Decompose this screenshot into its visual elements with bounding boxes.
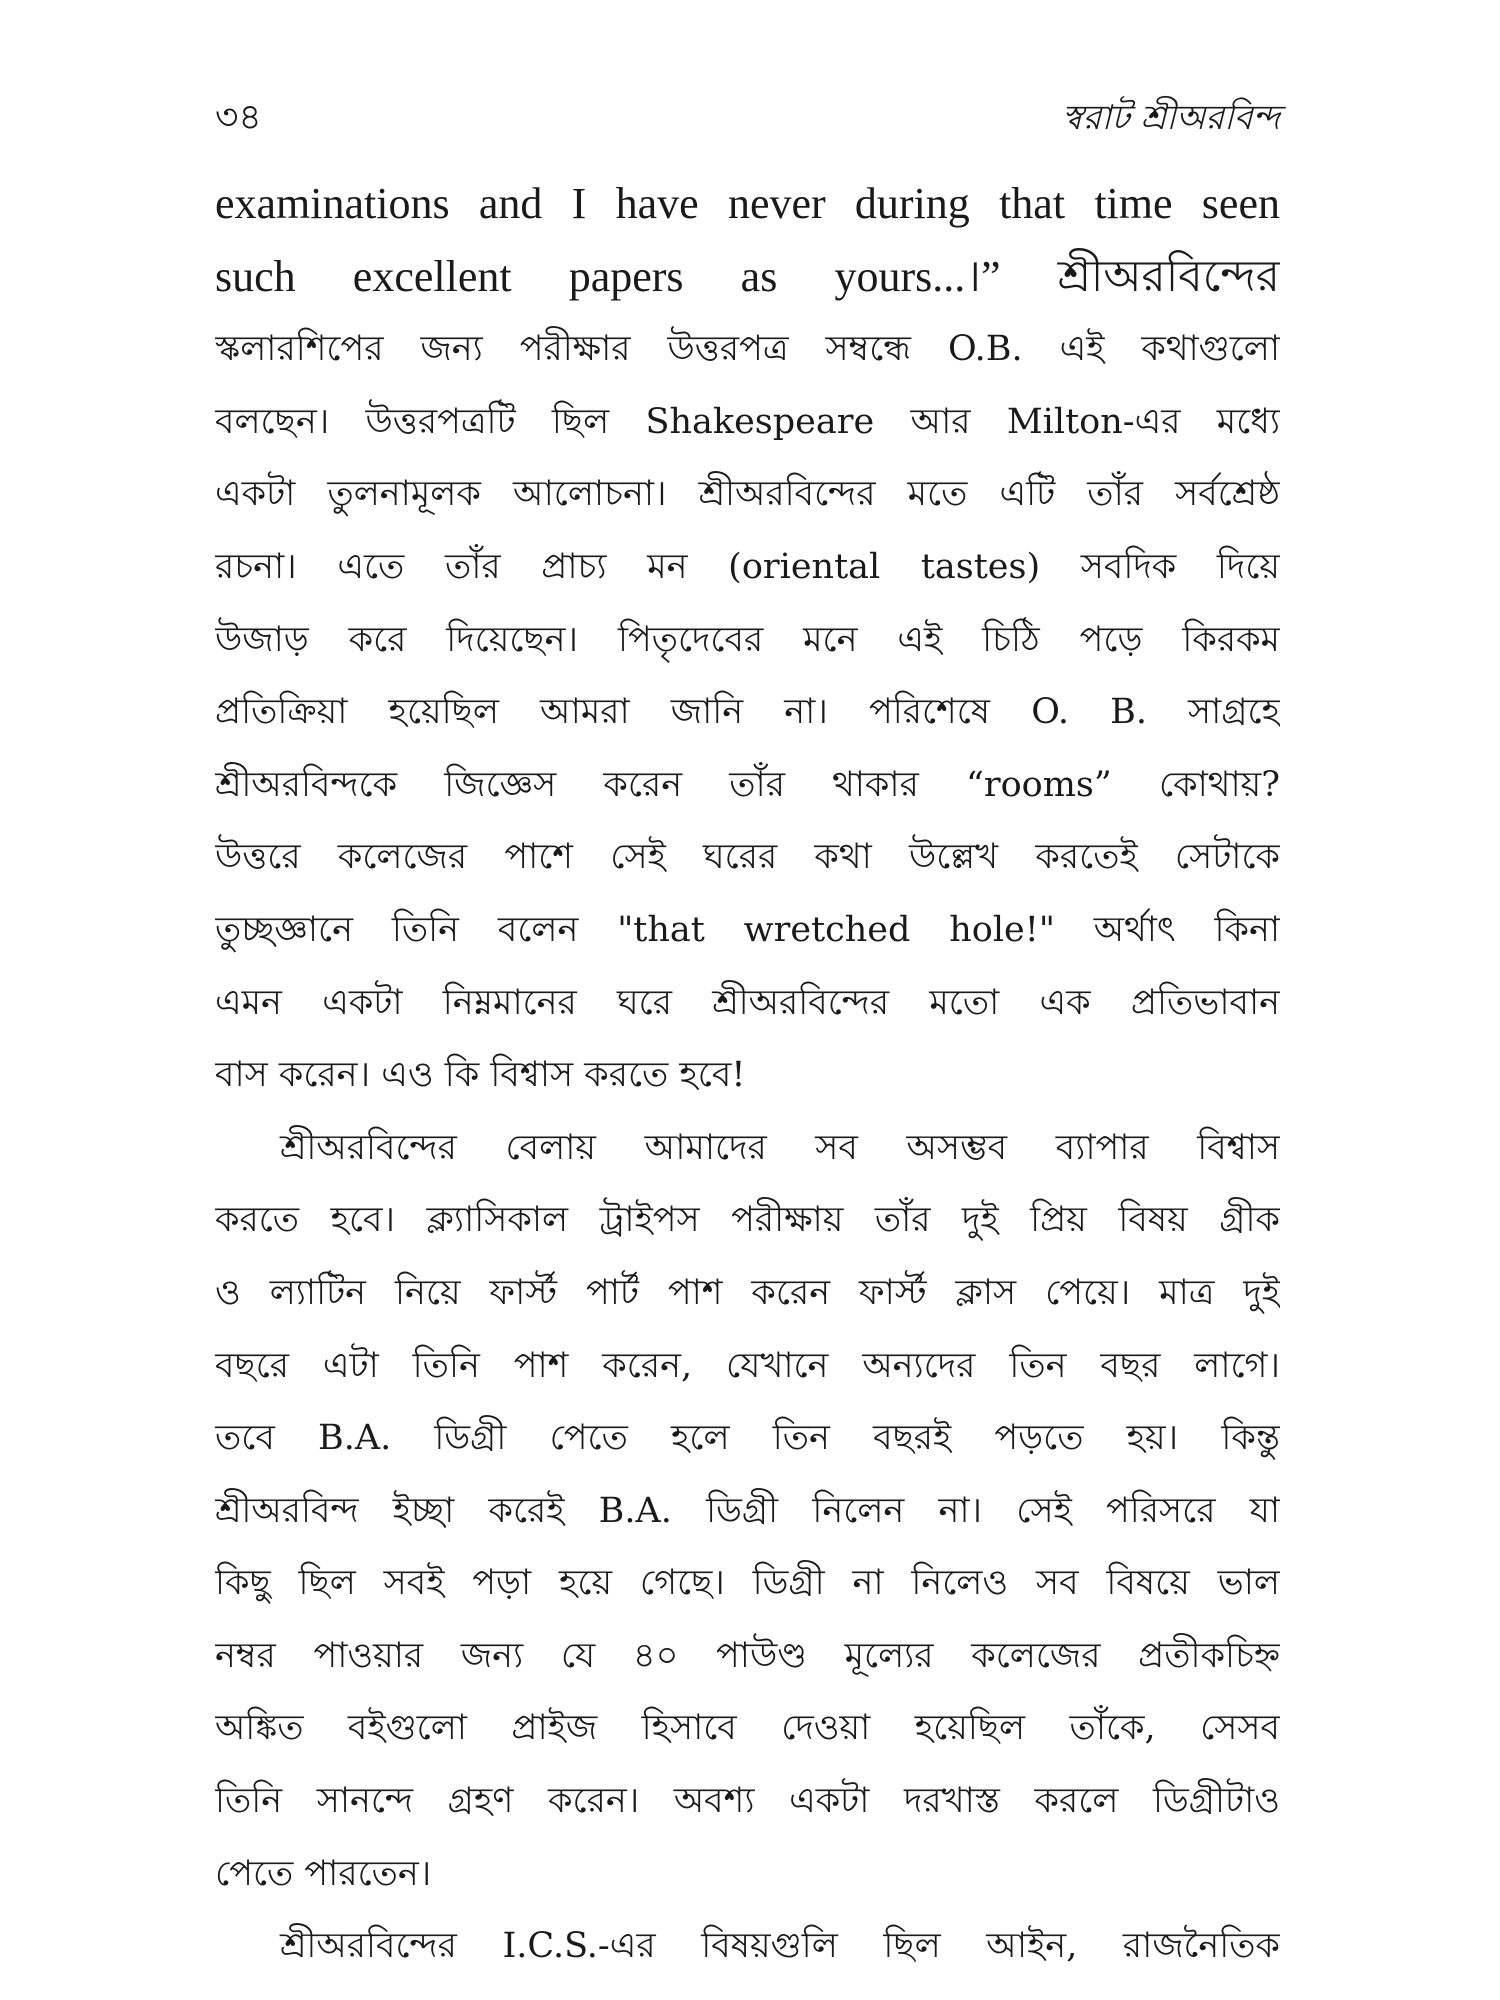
- text-line: শ্রীঅরবিন্দ ইচ্ছা করেই B.A. ডিগ্রী নিলেন না। সেই পরিসরে যা: [215, 1490, 1280, 1531]
- text-line: ও ল্যাটিন নিয়ে ফার্স্ট পার্ট পাশ করেন ফার্স্ট ক্লাস পেয়ে। মাত্র দুই: [215, 1272, 1280, 1313]
- body-text: [215, 168, 1280, 1983]
- text-line: পেতে পারতেন।: [215, 1853, 432, 1894]
- text-line: বলছেন। উত্তরপত্রটি ছিল Shakespeare আর Milton-এর মধ্যে: [215, 401, 1280, 442]
- text-line: examinations and I have never during that time seen: [215, 179, 1280, 228]
- text-line: তুচ্ছজ্ঞানে তিনি বলেন "that wretched hole!" অর্থাৎ কিনা: [215, 909, 1280, 950]
- text-line: অঙ্কিত বইগুলো প্রাইজ হিসাবে দেওয়া হয়েছিল তাঁকে, সেসব: [215, 1708, 1280, 1749]
- text-line: উজাড় করে দিয়েছেন। পিতৃদেবের মনে এই চিঠি পড়ে কিরকম: [215, 619, 1280, 660]
- running-title: স্বরাট শ্রীঅরবিন্দ: [1061, 98, 1280, 138]
- text-line: শ্রীঅরবিন্দের I.C.S.-এর বিষয়গুলি ছিল আইন, রাজনৈতিক: [280, 1926, 1280, 1967]
- text-line: স্কলারশিপের জন্য পরীক্ষার উত্তরপত্র সম্বন্ধে O.B. এই কথাগুলো: [215, 329, 1280, 370]
- text-line: রচনা। এতে তাঁর প্রাচ্য মন (oriental tastes) সবদিক দিয়ে: [215, 546, 1280, 587]
- text-line: করতে হবে। ক্ল্যাসিকাল ট্রাইপস পরীক্ষায় তাঁর দুই প্রিয় বিষয় গ্রীক: [215, 1200, 1280, 1241]
- text-line: তিনি সানন্দে গ্রহণ করেন। অবশ্য একটা দরখাস্ত করলে ডিগ্রীটাও: [215, 1781, 1280, 1822]
- text-line: এমন একটা নিম্নমানের ঘরে শ্রীঅরবিন্দের মতো এক প্রতিভাবান: [215, 982, 1280, 1023]
- text-line: such excellent papers as yours...।” শ্রীঅরবিন্দের: [215, 251, 1280, 301]
- text-line: প্রতিক্রিয়া হয়েছিল আমরা জানি না। পরিশেষে O. B. সাগ্রহে: [215, 692, 1280, 733]
- text-line: বাস করেন। এও কি বিশ্বাস করতে হবে!: [215, 1055, 746, 1096]
- page-number: ৩৪: [215, 97, 262, 138]
- text-line: তবে B.A. ডিগ্রী পেতে হলে তিন বছরই পড়তে হয়। কিন্তু: [215, 1418, 1280, 1459]
- page-header: [215, 88, 1280, 148]
- text-line: একটা তুলনামূলক আলোচনা। শ্রীঅরবিন্দের মতে এটি তাঁর সর্বশ্রেষ্ঠ: [215, 474, 1280, 515]
- text-line: কিছু ছিল সবই পড়া হয়ে গেছে। ডিগ্রী না নিলেও সব বিষয়ে ভাল: [215, 1563, 1280, 1604]
- text-line: শ্রীঅরবিন্দের বেলায় আমাদের সব অসম্ভব ব্যাপার বিশ্বাস: [280, 1127, 1280, 1168]
- text-line: নম্বর পাওয়ার জন্য যে ৪০ পাউণ্ড মূল্যের কলেজের প্রতীকচিহ্ন: [215, 1635, 1280, 1676]
- text-line: বছরে এটা তিনি পাশ করেন, যেখানে অন্যদের তিন বছর লাগে।: [215, 1345, 1280, 1386]
- text-line: উত্তরে কলেজের পাশে সেই ঘরের কথা উল্লেখ করতেই সেটাকে: [215, 837, 1280, 878]
- text-line: শ্রীঅরবিন্দকে জিজ্ঞেস করেন তাঁর থাকার “rooms” কোথায়?: [215, 764, 1280, 805]
